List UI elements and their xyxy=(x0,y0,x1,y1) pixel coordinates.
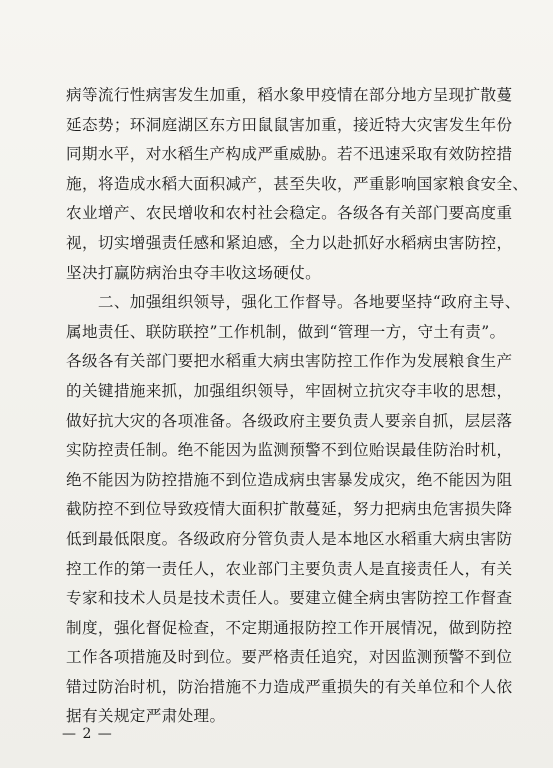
text-line: 农业增产、农民增收和农村社会稳定。各级各有关部门要高度重 xyxy=(66,204,513,223)
text-line: 施，将造成水稻大面积减产，甚至失收，严重影响国家粮食安全、 xyxy=(66,174,529,193)
text-line: 病等流行性病害发生加重，稻水象甲疫情在部分地方呈现扩散蔓 xyxy=(66,86,513,104)
text-line: 视，切实增强责任感和紧迫感，全力以赴抓好水稻病虫害防控， xyxy=(66,233,513,252)
text-line: 同期水平，对水稻生产构成严重威胁。若不迅速采取有效防控措 xyxy=(66,145,513,164)
text-line: 各级各有关部门要把水稻重大病虫害防控工作作为发展粮食生产 xyxy=(66,352,513,371)
text-line: 据有关规定严肃处理。 xyxy=(66,707,226,726)
page-number: — 2 — xyxy=(62,726,113,742)
text-line: 截防控不到位导致疫情大面积扩散蔓延，努力把病虫危害损失降 xyxy=(66,500,513,519)
text-line: 制度，强化督促检查，不定期通报防控工作开展情况，做到防控 xyxy=(66,618,513,637)
text-line: 实防控责任制。绝不能因为监测预警不到位贻误最佳防治时机， xyxy=(66,441,513,460)
document-body xyxy=(66,81,529,732)
text-line: 错过防治时机，防治措施不力造成严重损失的有关单位和个人依 xyxy=(66,677,513,696)
text-line: 工作各项措施及时到位。要严格责任追究，对因监测预警不到位 xyxy=(66,648,513,667)
text-line: 绝不能因为防控措施不到位造成病虫害暴发成灾，绝不能因为阻 xyxy=(66,470,513,489)
section-heading-line: 二、加强组织领导，强化工作督导。各地要坚持“政府主导、 xyxy=(66,293,521,312)
text-line: 低到最低限度。各级政府分管负责人是本地区水稻重大病虫害防 xyxy=(66,529,513,548)
text-line: 专家和技术人员是技术责任人。要建立健全病虫害防控工作督查 xyxy=(66,589,513,608)
text-line: 坚决打赢防病治虫夺丰收这场硬仗。 xyxy=(66,263,322,282)
text-line: 延态势；环洞庭湖区东方田鼠鼠害加重，接近特大灾害发生年份 xyxy=(66,115,513,134)
text-line: 的关键措施来抓，加强组织领导，牢固树立抗灾夺丰收的思想， xyxy=(66,381,513,400)
text-line: 属地责任、联防联控”工作机制，做到“管理一方，守土有责”。 xyxy=(66,322,506,341)
text-line: 做好抗大灾的各项准备。各级政府主要负责人要亲自抓，层层落 xyxy=(66,411,513,430)
text-line: 控工作的第一责任人，农业部门主要负责人是直接责任人，有关 xyxy=(66,559,513,578)
